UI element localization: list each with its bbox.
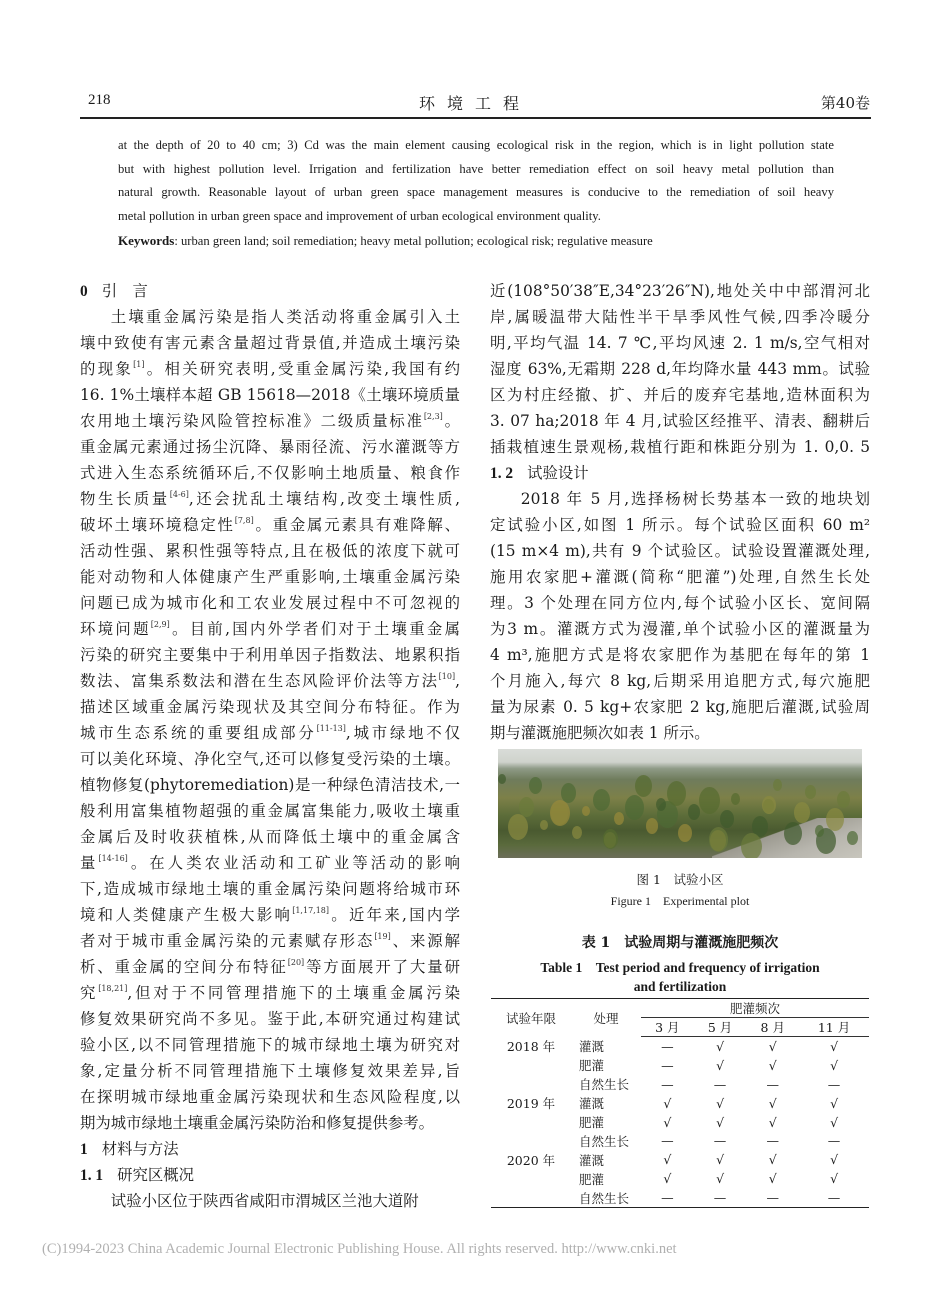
tree-icon xyxy=(837,791,850,808)
text-line: 岸,属暖温带大陆性半干旱季风性气候,四季冷暖分 xyxy=(490,308,870,326)
citation: [2,9] xyxy=(150,620,170,629)
text-line: 3. 07 ha;2018 年 4 月,试验区经推平、清表、翻耕后 xyxy=(490,412,870,430)
text-line: 湿度 63%,无霜期 228 d,年均降水量 443 mm。试验 xyxy=(490,360,870,378)
section-heading xyxy=(80,1163,460,1187)
text-line: 式进入生态系统循环后,不仅影响土地质量、粮食作 xyxy=(80,464,460,482)
text-line: 物生长质量[4-6],还会扰乱土壤结构,改变土壤性质, xyxy=(80,490,460,508)
citation: [7,8] xyxy=(234,516,254,525)
journal-title: 环境工程 xyxy=(418,94,531,113)
dash-mark: — xyxy=(713,1076,727,1092)
text-line: 象,定量分析不同管理措施下土壤修复效果差异,旨 xyxy=(80,1062,460,1080)
col-header-year: 试验年限 xyxy=(505,1010,556,1026)
check-mark: √ xyxy=(716,1171,725,1187)
tree-icon xyxy=(498,774,506,784)
text-line: 般利用富集植物超强的重金属富集能力,吸收土壤重 xyxy=(80,802,460,820)
tree-icon xyxy=(540,820,548,830)
text-line: 试验小区位于陕西省咸阳市渭城区兰池大道附 xyxy=(110,1192,419,1210)
text-line: 金属后及时收获植株,从而降低土壤中的重金属含 xyxy=(80,828,460,846)
text-line: 城市生态系统的重要组成部分[11-13],城市绿地不仅 xyxy=(80,724,460,742)
table-row xyxy=(491,1188,869,1207)
tree-icon xyxy=(593,789,610,811)
text-line: 量为尿素 0. 5 kg+农家肥 2 kg,施肥后灌溉,试验周 xyxy=(490,698,870,716)
check-mark: √ xyxy=(830,1038,839,1054)
tree-icon xyxy=(805,785,816,799)
citation: [19] xyxy=(374,932,391,941)
cell-treatment: 灌溉 xyxy=(579,1152,605,1168)
dash-mark: — xyxy=(661,1057,674,1073)
text-line: 插栽植速生景观杨,栽植行距和株距分别为 1. 0,0. 5 xyxy=(490,438,870,456)
text-line: 析、重金属的空间分布特征[20]等方面展开了大量研 xyxy=(80,958,460,976)
citation: [10] xyxy=(438,672,456,681)
text-line: 量[14-16]。在人类农业活动和工矿业等活动的影响 xyxy=(80,854,460,872)
check-mark: √ xyxy=(663,1114,672,1130)
abstract-line: but with highest pollution level. Irrigation and fertilization have better remediation effect on soil heavy metal pollution than xyxy=(118,161,834,176)
tree-icon xyxy=(508,814,528,840)
dash-mark: — xyxy=(827,1133,841,1149)
text-line: 污染的研究主要集中于利用单因子指数法、地累积指 xyxy=(80,646,460,664)
tree-icon xyxy=(741,833,762,858)
citation: [20] xyxy=(287,958,305,967)
dash-mark: — xyxy=(827,1190,841,1206)
cell-year: 2020 年 xyxy=(506,1152,556,1168)
tree-icon xyxy=(731,793,740,805)
right-column xyxy=(490,279,870,747)
text-line: 近(108°50′38″E,34°23′26″N),地处关中中部渭河北 xyxy=(490,282,870,300)
dash-mark: — xyxy=(661,1038,674,1054)
section-number: 0 xyxy=(80,283,88,300)
text-line: 下,造成城市绿地土壤的重金属污染问题将给城市环 xyxy=(80,880,460,898)
tree-icon xyxy=(720,810,734,828)
tree-icon xyxy=(773,779,782,791)
citation: [18,21] xyxy=(98,984,128,993)
irrigation-table xyxy=(491,998,869,1208)
section-number: 1 xyxy=(80,1141,88,1158)
text-line: 可以美化环境、净化空气,还可以修复受污染的土壤。 xyxy=(80,750,460,768)
tree-icon xyxy=(529,777,542,794)
figure-caption-cn: 图 1 试验小区 xyxy=(636,872,724,887)
col-header-month: 11 月 xyxy=(799,1018,869,1037)
section-title: 研究区概况 xyxy=(117,1166,195,1184)
tree-icon xyxy=(678,824,692,842)
cell-treatment: 肥灌 xyxy=(579,1115,605,1130)
table-row xyxy=(491,1169,869,1188)
text-line: 农用地土壤污染风险管控标准》二级质量标准[2,3]。 xyxy=(80,412,460,430)
cell-year xyxy=(491,1075,571,1094)
table-row xyxy=(491,1094,869,1113)
tree-icon xyxy=(614,812,624,825)
table-title-en-cont: and fertilization xyxy=(633,979,727,994)
table-row xyxy=(491,1150,869,1169)
text-line: 数法、富集系数法和潜在生态风险评价法等方法[10], xyxy=(80,672,460,690)
citation: [4-6] xyxy=(169,490,189,499)
text-line: 植物修复(phytoremediation)是一种绿色清洁技术,一 xyxy=(80,776,460,794)
tree-icon xyxy=(572,826,582,839)
cell-treatment: 灌溉 xyxy=(579,1039,605,1055)
text-line: 土壤重金属污染是指人类活动将重金属引入土 xyxy=(110,308,460,326)
check-mark: √ xyxy=(830,1171,839,1187)
text-line: 定试验小区,如图 1 所示。每个试验区面积 60 m² xyxy=(490,516,870,534)
section-number: 1. 2 xyxy=(490,465,514,482)
tree-icon xyxy=(794,802,810,823)
keywords-text: : urban green land; soil remediation; heavy metal pollution; ecological risk; regulative measure xyxy=(174,233,653,248)
col-header-month: 8 月 xyxy=(746,1018,799,1037)
check-mark: √ xyxy=(716,1057,725,1073)
figure-caption-en: Figure 1 Experimental plot xyxy=(610,894,750,908)
check-mark: √ xyxy=(768,1095,777,1111)
text-line: 境和人类健康产生极大影响[1,17,18]。近年来,国内学 xyxy=(80,906,460,924)
check-mark: √ xyxy=(768,1152,777,1168)
cell-treatment: 肥灌 xyxy=(579,1171,605,1187)
text-line: 明,平均气温 14. 7 ℃,平均风速 2. 1 m/s,空气相对 xyxy=(490,334,870,352)
citation: [11-13] xyxy=(316,724,346,733)
text-line: 修复效果研究尚不多见。鉴于此,本研究通过构建试 xyxy=(80,1010,460,1028)
col-header-month: 5 月 xyxy=(694,1018,747,1037)
check-mark: √ xyxy=(768,1038,777,1054)
cell-year xyxy=(491,1188,571,1207)
dash-mark: — xyxy=(661,1133,674,1149)
text-line: 者对于城市重金属污染的元素赋存形态[19]、来源解 xyxy=(80,932,460,950)
text-line: (15 m×4 m),共有 9 个试验区。试验设置灌溉处理, xyxy=(490,542,870,560)
keywords-label: Keywords xyxy=(118,232,175,248)
abstract-line: at the depth of 20 to 40 cm; 3) Cd was the main element causing ecological risk in the region, which is in light pollution state xyxy=(118,138,834,152)
text-line: 区为村庄经撤、扩、并后的废弃宅基地,造林面积为 xyxy=(490,386,870,404)
section-heading xyxy=(490,461,870,485)
text-line: 能对动物和人体健康产生严重影响,土壤重金属污染 xyxy=(80,568,460,586)
dash-mark: — xyxy=(713,1190,727,1206)
citation: [14-16] xyxy=(98,854,128,863)
col-header-treatment: 处理 xyxy=(593,1010,619,1026)
table-row xyxy=(491,1056,869,1075)
col-header-month: 3 月 xyxy=(641,1018,694,1037)
tree-icon xyxy=(688,804,700,820)
check-mark: √ xyxy=(768,1171,777,1187)
text-line: 环境问题[2,9]。目前,国内外学者们对于土壤重金属 xyxy=(80,620,460,638)
dash-mark: — xyxy=(827,1076,841,1092)
tree-icon xyxy=(815,825,824,837)
header-rule xyxy=(80,117,871,119)
check-mark: √ xyxy=(716,1152,725,1168)
text-line: 验小区,以不同管理措施下的城市绿地土壤为研究对 xyxy=(80,1036,460,1054)
keywords xyxy=(118,229,834,254)
tree-icon xyxy=(519,797,534,817)
tree-icon xyxy=(625,795,644,820)
text-line: 壤中致使有害元素含量超过背景值,并造成土壤污染 xyxy=(80,334,460,352)
table-row xyxy=(491,1037,869,1056)
dash-mark: — xyxy=(766,1133,779,1149)
text-line: 2018 年 5 月,选择杨树长势基本一致的地块划 xyxy=(520,490,870,508)
check-mark: √ xyxy=(663,1171,672,1187)
text-line: 施用农家肥+灌溉(简称“肥灌”)处理,自然生长处 xyxy=(490,568,870,586)
tree-icon xyxy=(762,796,776,814)
table-title-en: Table 1 Test period and frequency of irrigation xyxy=(540,960,820,975)
citation: [1] xyxy=(133,360,145,369)
text-line: 期与灌溉施肥频次如表 1 所示。 xyxy=(490,724,710,742)
check-mark: √ xyxy=(830,1114,839,1130)
cell-treatment: 自然生长 xyxy=(579,1133,630,1149)
tree-icon xyxy=(582,806,590,816)
text-line: 个月施入,每穴 8 kg,后期采用追肥方式,每穴施肥 xyxy=(490,672,870,690)
text-line: 理。3 个处理在同方位内,每个试验小区长、宽间隔 xyxy=(490,594,870,612)
tree-icon xyxy=(656,798,666,811)
cell-year xyxy=(491,1113,571,1132)
dash-mark: — xyxy=(661,1190,674,1206)
cell-treatment: 肥灌 xyxy=(579,1058,605,1074)
check-mark: √ xyxy=(830,1152,839,1168)
text-line: 活动性强、累积性强等特点,且在极低的浓度下就可 xyxy=(80,542,460,560)
table-row xyxy=(491,1131,869,1150)
text-line: 描述区域重金属污染现状及其空间分布特征。作为 xyxy=(80,698,460,716)
abstract-line: natural growth. Reasonable layout of urban green space management measures is conducive to the remediation of soil heavy xyxy=(118,185,834,200)
tree-icon xyxy=(603,829,618,849)
experimental-plot-photo xyxy=(498,749,862,858)
citation: [1,17,18] xyxy=(292,906,329,915)
cell-year xyxy=(491,1169,571,1188)
dash-mark: — xyxy=(661,1076,674,1092)
text-line: 问题已成为城市化和工农业发展过程中不可忽视的 xyxy=(80,594,460,612)
text-line: 4 m³,施肥方式是将农家肥作为基肥在每年的第 1 xyxy=(490,646,870,664)
check-mark: √ xyxy=(663,1152,672,1168)
section-title: 试验设计 xyxy=(527,464,589,482)
check-mark: √ xyxy=(830,1057,839,1073)
text-line: 16. 1%土壤样本超 GB 15618—2018《土壤环境质量 xyxy=(80,386,460,404)
cell-year xyxy=(491,1131,571,1150)
section-number: 1. 1 xyxy=(80,1167,104,1184)
text-line: 的现象[1]。相关研究表明,受重金属污染,我国有约 xyxy=(80,360,460,378)
cell-treatment: 自然生长 xyxy=(579,1190,630,1206)
cell-year xyxy=(491,1056,571,1075)
cell-treatment: 自然生长 xyxy=(579,1077,630,1093)
text-line: 期为城市绿地土壤重金属污染防治和修复提供参考。 xyxy=(80,1114,434,1132)
volume-label: 第40卷 xyxy=(820,94,870,112)
abstract xyxy=(118,134,834,253)
table-title-cn: 表 1 试验周期与灌溉施肥频次 xyxy=(581,935,779,951)
check-mark: √ xyxy=(716,1038,725,1054)
tree-icon xyxy=(646,818,658,834)
page-number: 218 xyxy=(88,92,111,108)
tree-icon xyxy=(699,787,720,814)
check-mark: √ xyxy=(716,1095,725,1111)
text-line: 破坏土壤环境稳定性[7,8]。重金属元素具有难降解、 xyxy=(80,516,460,534)
text-line: 为3 m。灌溉方式为漫灌,单个试验小区的灌溉量为 xyxy=(490,620,870,638)
tree-icon xyxy=(550,800,570,826)
left-column xyxy=(80,279,460,1215)
dash-mark: — xyxy=(713,1133,727,1149)
dash-mark: — xyxy=(766,1076,779,1092)
section-title: 引 言 xyxy=(101,282,148,300)
col-group-frequency: 肥灌频次 xyxy=(641,999,869,1018)
dash-mark: — xyxy=(766,1190,779,1206)
section-title: 材料与方法 xyxy=(101,1140,179,1158)
section-heading xyxy=(80,279,460,303)
cell-treatment: 灌溉 xyxy=(579,1096,605,1112)
text-line: 重金属元素通过扬尘沉降、暴雨径流、污水灌溉等方 xyxy=(80,438,460,456)
section-heading xyxy=(80,1137,460,1161)
tree-icon xyxy=(667,781,686,806)
tree-icon xyxy=(635,775,652,797)
cell-year: 2018 年 xyxy=(506,1039,556,1055)
check-mark: √ xyxy=(716,1114,725,1130)
copyright-footer: (C)1994-2023 China Academic Journal Electronic Publishing House. All rights reserved. http://www.cnki.net xyxy=(42,1241,677,1257)
text-line: 究[18,21],但对于不同管理措施下的土壤重金属污染 xyxy=(80,984,460,1002)
tree-icon xyxy=(561,783,576,803)
check-mark: √ xyxy=(768,1114,777,1130)
cell-year: 2019 年 xyxy=(506,1096,556,1112)
table-row xyxy=(491,1075,869,1094)
check-mark: √ xyxy=(768,1057,777,1073)
tree-icon xyxy=(709,827,728,852)
check-mark: √ xyxy=(663,1095,672,1111)
abstract-line: metal pollution in urban green space and improvement of urban ecological environment quality. xyxy=(118,209,601,224)
text-line: 在探明城市绿地重金属污染现状和生态风险程度,以 xyxy=(80,1088,460,1106)
citation: [2,3] xyxy=(423,412,443,421)
table-row xyxy=(491,1113,869,1132)
check-mark: √ xyxy=(830,1095,839,1111)
